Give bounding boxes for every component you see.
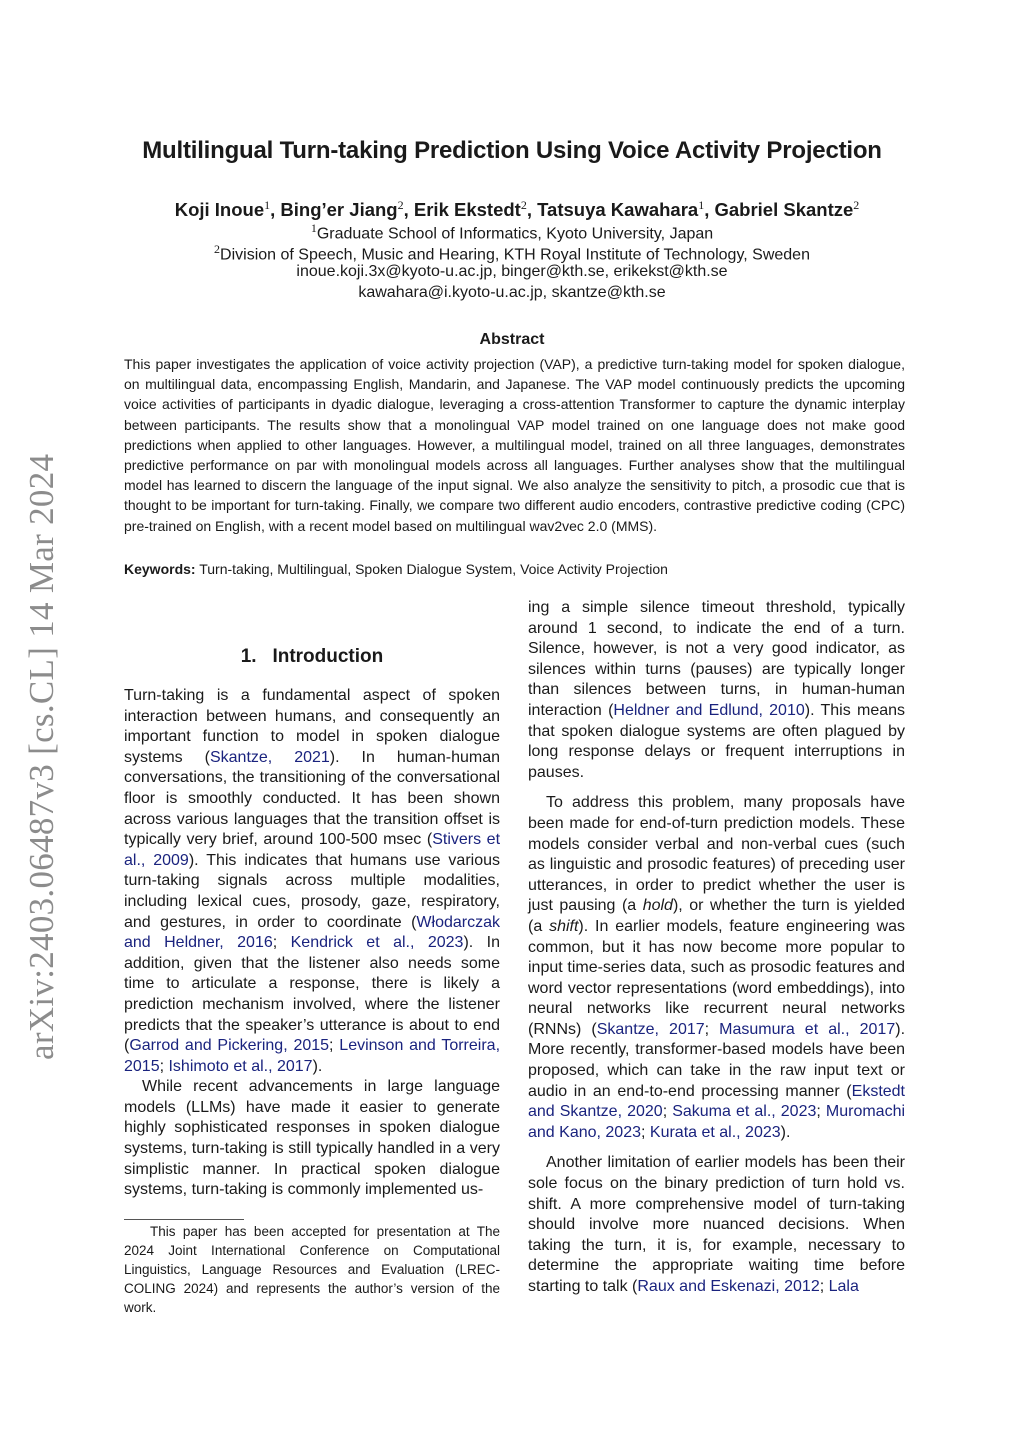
affiliation-1 [0, 221, 1024, 243]
citation-link[interactable]: Muromachi and Kano, 2023 [528, 1103, 906, 1141]
citation-link[interactable]: Raux and Eskenazi, 2012 [637, 1278, 820, 1295]
citation-link[interactable]: Levinson and Torreira, 2015 [124, 1037, 501, 1075]
citation-link[interactable]: Skantze, 2021 [209, 748, 330, 766]
author-list: Koji Inoue$^1$, Bing’er Jiang$^2$, Erik Ekstedt$^2$, Tatsuya Kawahara$^1$, Gabriel Skantze$^2$ [174, 198, 860, 221]
author-name: Tatsuya Kawahara [537, 199, 699, 221]
citation-link[interactable]: Stivers et al., 2009 [124, 831, 501, 869]
section-number: 1. [240, 646, 257, 667]
citation-link[interactable]: Heldner and Edlund, 2010 [613, 701, 805, 719]
citation-link[interactable]: Włodarczak and Heldner, 2016 [124, 913, 500, 952]
author-name: Gabriel Skantze [714, 199, 854, 221]
right-paragraph-3: Another limitation of earlier models has been their sole focus on the binary prediction of turn hold vs. shift. A more comprehensive model of turn-taking should involve more nuanced decisions. When taking the turn, it is, for example, necessary to determine the appropriate waiting time before starting to talk (Raux and Eskenazi, 2012; Lala [528, 1154, 905, 1295]
emails-line-2: kawahara@i.kyoto-u.ac.jp, skantze@kth.se [358, 284, 666, 301]
right-paragraph-2: To address this problem, many proposals have been made for end-of-turn prediction models. These models consider verbal and non-verbal cues (such as linguistic and prosodic features) of preceding user utterances, in order to predict whether the user is just pausing (a hold), or whether the turn is yielded (a shift). In earlier models, feature engineering was common, but it has now become more popular to input time-series data, such as prosodic features and word vector representations (word embeddings), into neural networks like recurrent neural networks (RNNs) (Skantze, 2017; Masumura et al., 2017). More recently, transformer-based models have been proposed, which can take in the raw input text or audio in an end-to-end processing manner (Ekstedt and Skantze, 2020; Sakuma et al., 2023; Muromachi and Kano, 2023; Kurata et al., 2023). [528, 794, 906, 1141]
right-column [528, 598, 905, 1298]
affiliation-2-text: Division of Speech, Music and Hearing, KTH Royal Institute of Technology, Sweden [220, 246, 810, 264]
affiliation-2-mark: 2 [214, 242, 221, 256]
citation-link[interactable]: Masumura et al., 2017 [719, 1020, 896, 1038]
footnote-text: This paper has been accepted for presentation at The 2024 Joint International Conference on Computational Linguistics, Language Resources and Evaluation (LREC-COLING 2024) and represents the author’s version of the work. [124, 1224, 500, 1315]
footnote [124, 1222, 500, 1317]
citation-link[interactable]: Kendrick et al., 2023 [290, 934, 464, 952]
left-paragraph-1: Turn-taking is a fundamental aspect of spoken interaction between humans, and consequently an important function to model in spoken dialogue systems (Skantze, 2021). In human-human conversations, the transitioning of the conversational floor is smoothly conducted. It has been shown across various languages that the transition offset is typically very brief, around 100-500 msec (Stivers et al., 2009). This indicates that humans use various turn-taking signals across multiple modalities, including lexical cues, prosody, gaze, respiratory, and gestures, in order to coordinate (Włodarczak and Heldner, 2016; Kendrick et al., 2023). In addition, given that the listener also needs some time to articulate a response, there is likely a prediction mechanism involved, where the listener predicts that the speaker’s utterance is about to end (Garrod and Pickering, 2015; Levinson and Torreira, 2015; Ishimoto et al., 2017). [124, 687, 501, 1075]
footnote-rule [124, 1219, 244, 1220]
citation-link[interactable]: Kurata et al., 2023 [649, 1123, 781, 1141]
abstract-heading: Abstract [479, 331, 545, 348]
author-affiliation-mark: 2 [520, 198, 527, 212]
keywords-label: Keywords: [124, 561, 196, 577]
emphasis: shift [549, 917, 579, 935]
citation-link[interactable]: Ekstedt and Skantze, 2020 [528, 1082, 905, 1121]
affiliation-2 [0, 242, 1024, 264]
left-paragraph-2: While recent advancements in large language models (LLMs) have made it easier to generate highly sophisticated responses in spoken dialogue systems, turn-taking is still typically handled in a very simplistic manner. In practical spoken dialogue systems, turn-taking is commonly implemented us- [124, 1078, 500, 1199]
author-name: Erik Ekstedt [413, 199, 521, 221]
section-heading [124, 646, 500, 668]
author-affiliation-mark: 1 [264, 198, 271, 212]
keywords [124, 561, 668, 577]
emphasis: hold [642, 897, 673, 915]
keywords-text: Turn-taking, Multilingual, Spoken Dialogue System, Voice Activity Projection [195, 561, 668, 577]
abstract-text: This paper investigates the application of voice activity projection (VAP), a predictive turn-taking model for spoken dialogue, on multilingual data, encompassing English, Mandarin, and Japanese. The VAP model continuously predicts the upcoming voice activities of participants in dyadic dialogue, leveraging a cross-attention Transformer to capture the dynamic interplay between participants. The results show that a monolingual VAP model trained on one language does not make good predictions when applied to other languages. However, a multilingual model, trained on all three languages, demonstrates predictive performance on par with monolingual models across all languages. Further analyses show that the multilingual model has learned to discern the language of the input signal. We also analyze the sensitivity to pitch, a prosodic cue that is thought to be important for turn-taking. Finally, we compare two different audio encoders, contrastive predictive coding (CPC) pre-trained on English, with a recent model based on multilingual wav2vec 2.0 (MMS). [124, 356, 905, 534]
citation-link[interactable]: Ishimoto et al., 2017 [168, 1057, 313, 1075]
emails-line-1: inoue.koji.3x@kyoto-u.ac.jp, binger@kth.se, erikekst@kth.se [296, 263, 728, 280]
section-title: Introduction [272, 646, 384, 667]
author-name: Bing’er Jiang [280, 199, 398, 221]
citation-link[interactable]: Sakuma et al., 2023 [672, 1103, 817, 1121]
right-paragraph-1: ing a simple silence timeout threshold, typically around 1 second, to indicate the end of a turn. Silence, however, is not a very good indicator, as silences within turns (pauses) are typically longer than silences between turns, in human-human interaction (Heldner and Edlund, 2010). This means that spoken dialogue systems are often plagued by long response delays or frequent interruptions in pauses. [528, 599, 906, 781]
author-name: Koji Inoue [174, 199, 265, 221]
author-affiliation-mark: 2 [397, 198, 404, 212]
citation-link[interactable]: Lala [828, 1278, 859, 1295]
citation-link[interactable]: Skantze, 2017 [596, 1020, 705, 1038]
author-affiliation-mark: 2 [853, 198, 860, 212]
affiliation-1-text: Graduate School of Informatics, Kyoto University, Japan [316, 225, 714, 243]
author-affiliation-mark: 1 [698, 198, 705, 212]
affiliation-1-mark: 1 [310, 221, 317, 235]
arxiv-stamp: arXiv:2403.06487v3 [cs.CL] 14 Mar 2024 [22, 453, 61, 1060]
paper-title: Multilingual Turn-taking Prediction Using Voice Activity Projection [142, 137, 882, 164]
citation-link[interactable]: Garrod and Pickering, 2015 [129, 1037, 330, 1055]
left-column [124, 686, 500, 1201]
